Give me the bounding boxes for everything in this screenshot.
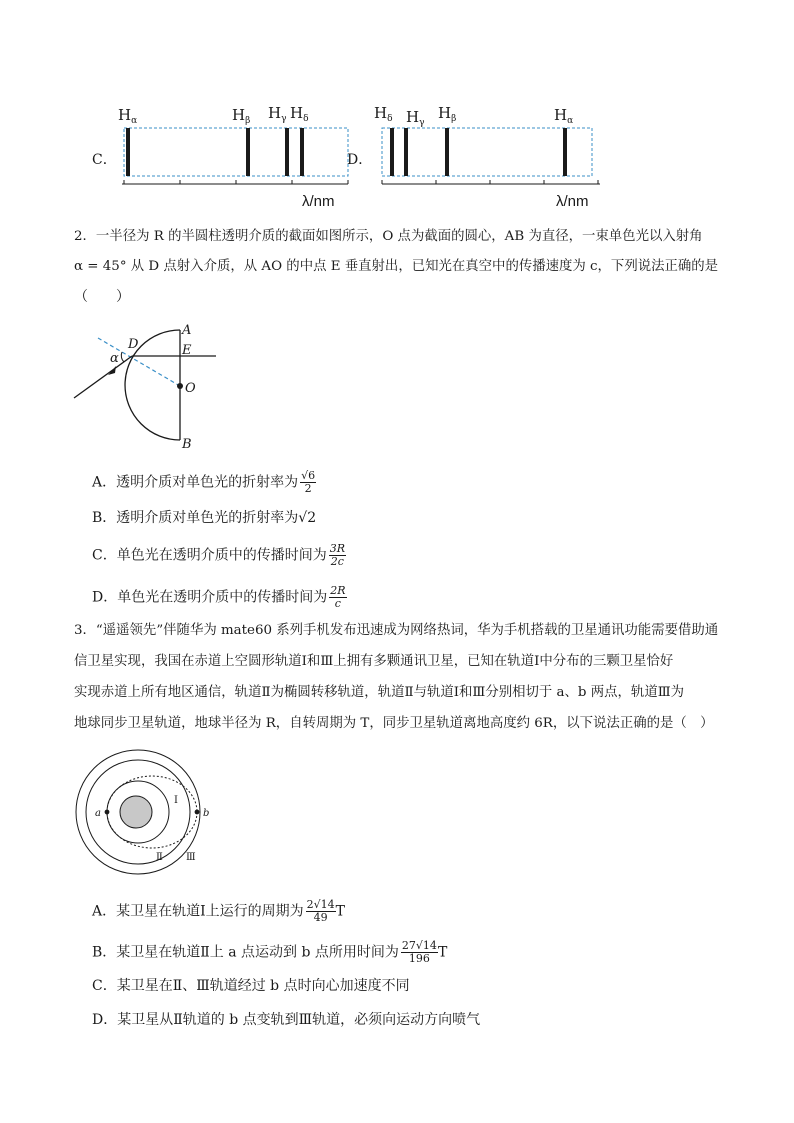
q2-stem-line2: α = 45° 从 D 点射入介质，从 AO 的中点 E 垂直射出，已知光在真空中的传播速度为 c，下列说法正确的是: [74, 259, 719, 274]
q3-option-b[interactable]: [92, 940, 447, 965]
q2-answer-paren: （ ）: [74, 289, 130, 305]
svg-text:Hδ: $H_\delta$: [290, 104, 309, 124]
q2-option-a[interactable]: [92, 470, 316, 495]
orbit-2-label: Ⅱ: [156, 852, 163, 863]
q3-option-d[interactable]: D．某卫星从Ⅱ轨道的 b 点变轨到Ⅲ轨道，必须向运动方向喷气: [92, 1012, 481, 1028]
svg-text:Hβ: $H_\beta$: [438, 104, 457, 124]
spectrum-d: [374, 104, 600, 210]
q3-option-c[interactable]: C．某卫星在Ⅱ、Ⅲ轨道经过 b 点时向心加速度不同: [92, 978, 410, 994]
q2-option-b[interactable]: [92, 510, 316, 526]
svg-text:Hδ: $H_\delta$: [374, 104, 393, 124]
q3-option-a-unit: T: [335, 903, 345, 920]
line-h-delta: [300, 128, 304, 176]
q3-stem-line1: 3．“遥遥领先”伴随华为 mate60 系列手机发布迅速成为网络热词，华为手机搭载的卫星通讯功能需要借助通: [74, 623, 719, 638]
q2-option-b-value: √2: [298, 510, 317, 526]
axis-unit-c: λ/nm: [302, 193, 335, 210]
spectrum-c: [118, 104, 348, 210]
point-b-label: b: [203, 808, 210, 819]
option-d-label: D．: [347, 152, 373, 168]
label-d: D: [128, 337, 139, 352]
label-o: O: [185, 381, 196, 396]
q2-option-c[interactable]: [92, 543, 346, 568]
svg-text:Hβ: $H_\beta$: [232, 106, 251, 126]
line-h-gamma-d: [404, 128, 408, 176]
q2-option-a-text: A．透明介质对单色光的折射率为: [92, 474, 299, 491]
q3-option-b-text: B．某卫星在轨道Ⅱ上 a 点运动到 b 点所用时间为: [92, 944, 399, 961]
q3-option-a[interactable]: [92, 899, 345, 924]
q3-stem-line3: 实现赤道上所有地区通信，轨道Ⅱ为椭圆转移轨道，轨道Ⅱ与轨道Ⅰ和Ⅲ分别相切于 a、b 两点，轨道Ⅲ为: [74, 685, 685, 700]
point-a-label: a: [95, 808, 101, 819]
line-h-delta-d: [390, 128, 394, 176]
q2-option-d[interactable]: [92, 585, 347, 610]
orbit-3-label: Ⅲ: [186, 852, 196, 863]
q2-option-c-text: C．单色光在透明介质中的传播时间为: [92, 547, 327, 564]
q3-orbit-figure: [74, 748, 222, 876]
label-b: B: [182, 437, 192, 452]
q2-stem-line1: 2．一半径为 R 的半圆柱透明介质的截面如图所示，O 点为截面的圆心，AB 为直径，一束单色光以入射角: [74, 229, 703, 244]
q2-option-c-fraction: $\frac{3R}{2c}$: [329, 542, 345, 568]
svg-text:Hγ: $H_\gamma$: [406, 108, 425, 128]
line-h-beta-d: [445, 128, 449, 176]
q3-option-a-text: A．某卫星在轨道Ⅰ上运行的周期为: [92, 903, 304, 920]
option-c-label: C．: [92, 152, 117, 168]
orbit-1-label: Ⅰ: [174, 795, 178, 806]
axis-unit-d: λ/nm: [556, 193, 589, 210]
q3-option-b-unit: T: [437, 944, 448, 961]
q2-option-d-fraction: $\frac{2R}{c}$: [330, 584, 346, 610]
line-h-gamma: [285, 128, 289, 176]
q3-option-a-fraction: $\frac{2√14}{49}$: [306, 898, 335, 924]
q2-option-a-fraction: $\frac{√6}{2}$: [301, 469, 316, 495]
svg-text:Hγ: $H_\gamma$: [268, 104, 287, 124]
svg-text:Hα: $H_\alpha$: [554, 106, 574, 126]
label-alpha: α: [110, 351, 119, 366]
q2-option-d-text: D．单色光在透明介质中的传播时间为: [92, 589, 328, 606]
q2-figure: [70, 320, 230, 455]
line-h-beta: [246, 128, 250, 176]
spectrum-figures: [110, 100, 610, 212]
line-h-alpha-d: [563, 128, 567, 176]
label-a: A: [182, 323, 192, 338]
q3-stem-line4: 地球同步卫星轨道，地球半径为 R，自转周期为 T，同步卫星轨道离地高度约 6R，以下说法正确的是（ ）: [74, 716, 714, 731]
label-e: E: [182, 343, 192, 358]
q3-stem-line2: 信卫星实现，我国在赤道上空圆形轨道Ⅰ和Ⅲ上拥有多颗通讯卫星，已知在轨道Ⅰ中分布的三颗卫星恰好: [74, 654, 674, 669]
svg-text:Hα: $H_\alpha$: [118, 106, 138, 126]
q3-option-b-fraction: $\frac{27√14}{196}$: [401, 939, 437, 965]
line-h-alpha: [126, 128, 130, 176]
q2-option-b-text: B．透明介质对单色光的折射率为: [92, 510, 299, 526]
